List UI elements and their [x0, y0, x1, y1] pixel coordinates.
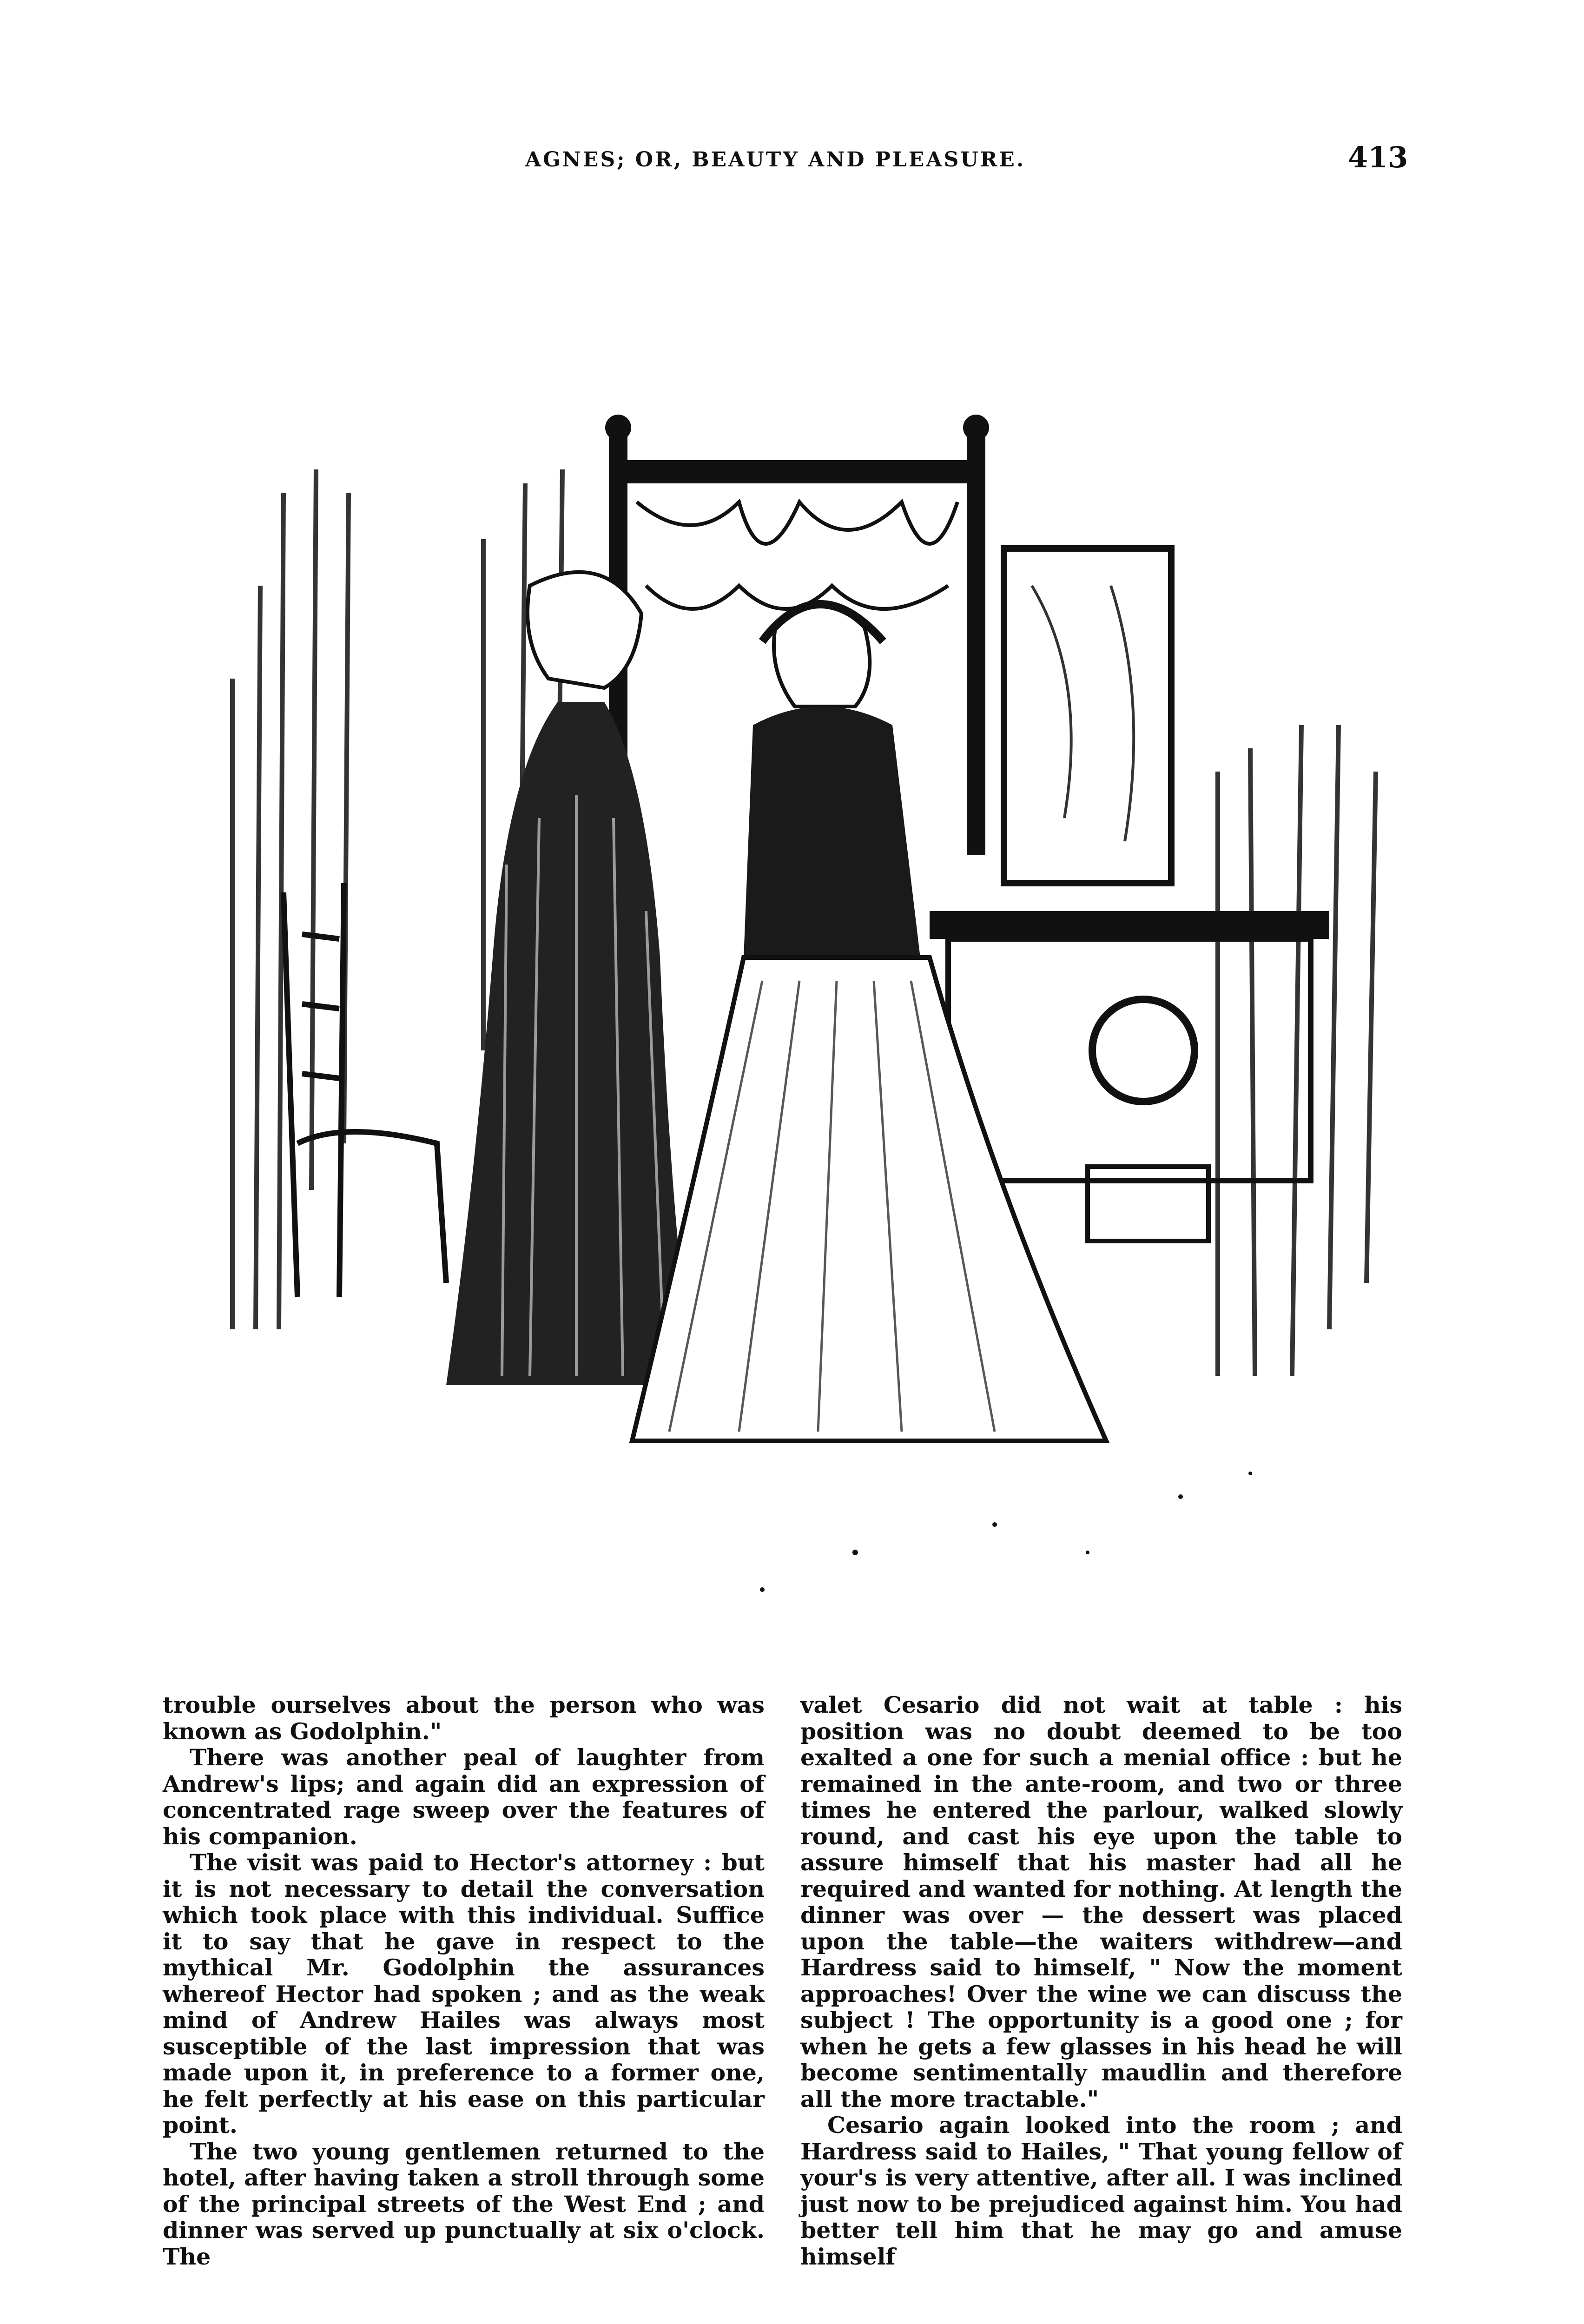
text-column-right — [800, 1692, 1402, 2270]
paragraph: There was another peal of laughter from Andrew's lips; and again did an expression of concentrated rage sweep over the features of his companion. — [163, 1744, 765, 1850]
running-head: AGNES; OR, BEAUTY AND PLEASURE. — [525, 148, 1026, 172]
engraving-two-women-in-parlour-icon — [205, 260, 1432, 1645]
paragraph: trouble ourselves about the person who was known as Godolphin." — [163, 1691, 765, 1745]
text-column-left — [163, 1692, 765, 2270]
paragraph: valet Cesario did not wait at table : his position was no doubt deemed to be too exalted a one for such a menial office : but he remained in the ante-room, and two or three times he entered the parlour, walked slowly round, and cast his eye upon the table to assure himself that his master had all he required and wanted for nothing. At length the dinner was over — the dessert was placed upon the table—the waiters withdrew—and Hardress said to himself, " Now the moment approaches! Over the wine we can discuss the subject ! The opportunity is a good one ; for when he gets a few glasses in his head he will become sentimentally maudlin and therefore all the more tractable." — [800, 1691, 1402, 2113]
paragraph: The two young gentlemen returned to the hotel, after having taken a stroll through some of the principal streets of the West End ; and dinner was served up punctually at six o'clock. The — [163, 2138, 765, 2270]
page-number: 413 — [1348, 140, 1408, 174]
paragraph: The visit was paid to Hector's attorney : but it is not necessary to detail the conversation which took place with this individual. Suffice it to say that he gave in respect to the mythical Mr. Godolphin the assurances whereof Hector had spoken ; and as the weak mind of Andrew Hailes was always most susceptible of the last impression that was made upon it, in preference to a former one, he felt perfectly at his ease on this particular point. — [163, 1849, 765, 2139]
paragraph: Cesario again looked into the room ; and Hardress said to Hailes, " That young fellow of your's is very attentive, after all. I was inclined just now to be prejudiced against him. You had better tell him that he may go and amuse himself — [800, 2112, 1402, 2270]
